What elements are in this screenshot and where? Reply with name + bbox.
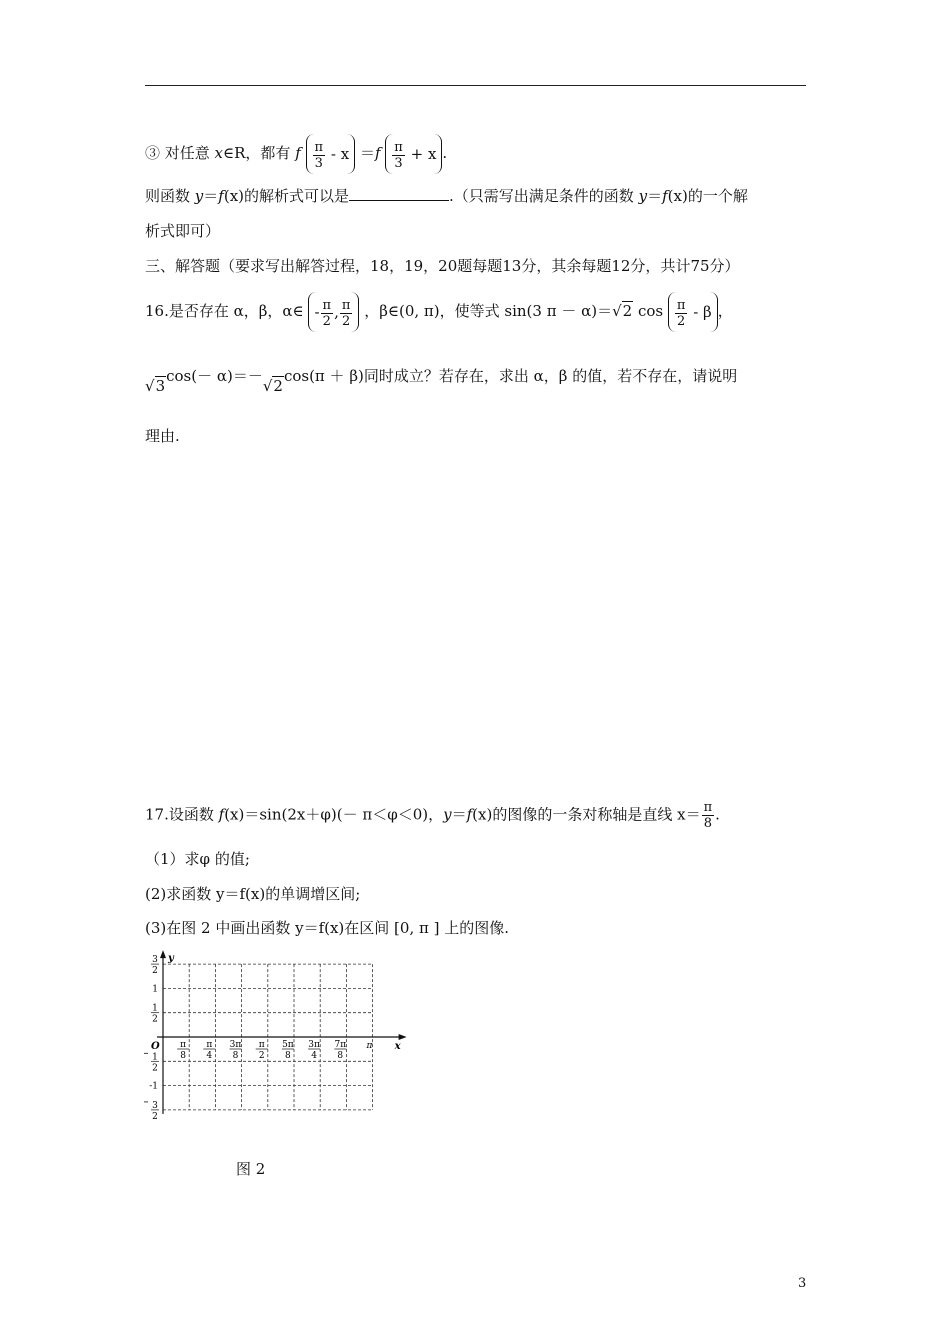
x-tick-denominator: 4 — [206, 1051, 213, 1061]
x-tick-denominator: 8 — [285, 1051, 291, 1061]
y-axis-arrow — [160, 950, 166, 958]
x-tick-numerator: π — [206, 1040, 213, 1050]
q17-part-1: （1）求φ 的值; — [145, 850, 250, 868]
x-tick-denominator: 8 — [337, 1051, 344, 1061]
q16-interval: - $\frac{\pi}{2}$ , $\frac{\pi}{2}$ — [308, 292, 359, 332]
q16-line-3: 理由. — [145, 427, 180, 445]
cond3-frac-1: $\frac{\pi}{3}$ — [314, 139, 324, 171]
y-axis-label: y — [168, 953, 174, 965]
y-tick-denominator: 2 — [152, 1014, 158, 1025]
figure-2-grid — [140, 940, 410, 1140]
x-tick-denominator: 8 — [180, 1051, 186, 1061]
x-tick-denominator: 8 — [232, 1051, 239, 1061]
answer-blank[interactable] — [349, 186, 449, 201]
q17-part-2: (2)求函数 y＝f(x)的单调增区间; — [145, 885, 361, 903]
q15-line-1: 则函数 y＝f(x)的解析式可以是 .（只需写出满足条件的函数 y＝f(x)的一个解 — [145, 187, 748, 205]
cond3-minus-x: - x — [330, 145, 350, 163]
section-3-heading: 三、解答题（要求写出解答过程，18，19，20题每题13分，其余每题12分，共计75分） — [145, 257, 740, 275]
header-rule — [145, 85, 806, 86]
y-tick-numerator: 1 — [152, 1003, 158, 1014]
sqrt-2: √2 — [612, 302, 633, 320]
x-axis-arrow — [399, 1034, 407, 1040]
sqrt-3: √3 — [145, 377, 166, 395]
cond3-frac-2: $\frac{\pi}{3}$ — [394, 139, 403, 171]
condition-3 — [145, 134, 447, 174]
y-tick-numerator: 3 — [152, 955, 158, 966]
x-tick-numerator: 3π — [229, 1040, 242, 1050]
cond3-eq: ＝ — [359, 144, 375, 162]
q15-line-2: 析式即可） — [145, 222, 221, 240]
x-tick-denominator: 4 — [311, 1051, 317, 1061]
y-tick-label: -1 — [149, 1081, 158, 1092]
x-tick-denominator: 2 — [258, 1051, 265, 1061]
y-tick-denominator: 2 — [152, 1111, 158, 1122]
q17-line-1: 17.设函数 f(x)＝sin(2x＋φ)(－ π＜φ＜0)，y＝f(x)的图像的一条对称轴是直线 x＝ $\frac{\pi}{8}$ . — [145, 800, 720, 831]
cond3-f2: f — [374, 144, 381, 162]
x-axis-label: x — [394, 1041, 401, 1052]
cond3-prefix: ③ 对任意 — [145, 144, 215, 162]
page-number: 3 — [798, 1276, 807, 1291]
x-tick-numerator: π — [180, 1040, 187, 1050]
x-tick-numerator: 5π — [282, 1040, 294, 1050]
cond3-paren-right — [385, 134, 442, 174]
x-tick-numerator: 3π — [308, 1040, 320, 1050]
cond3-x: x — [214, 144, 224, 162]
cond3-f1: f — [295, 144, 301, 162]
y-tick-numerator: 3 — [152, 1100, 158, 1111]
figure-caption: 图 2 — [236, 1160, 266, 1178]
origin-label: O — [151, 1041, 160, 1052]
cond3-plus-x: + x — [410, 145, 437, 163]
q16-line-1: 16.是否存在 α，β，α∈ - $\frac{\pi}{2}$ , $\frac{\pi}{2}$ ，β∈(0, π)，使等式 sin(3 π － α)＝√2 cos $\frac{\pi}{2}$ - β ， — [145, 292, 733, 332]
cond3-end: . — [442, 144, 448, 162]
sqrt-2b: √2 — [262, 377, 283, 395]
x-tick-numerator: 7π — [334, 1040, 347, 1050]
y-tick-denominator: 2 — [152, 1063, 158, 1074]
q17-part-3: (3)在图 2 中画出函数 y＝f(x)在区间 [0, π ] 上的图像. — [145, 919, 510, 937]
cond3-in: ∈R，都有 — [223, 144, 296, 162]
x-tick-numerator: π — [258, 1040, 265, 1050]
y-tick-numerator: 1 — [152, 1052, 158, 1063]
x-tick-label: π — [366, 1041, 373, 1051]
cond3-paren-left — [306, 134, 356, 174]
q16-cos-arg: $\frac{\pi}{2}$ - β — [668, 292, 718, 332]
y-tick-denominator: 2 — [152, 966, 158, 977]
q16-line-2: √3cos(－ α)＝－√2cos(π ＋ β)同时成立？若存在，求出 α，β 的值，若不存在，请说明 — [145, 367, 738, 395]
y-tick-label: 1 — [152, 984, 158, 995]
